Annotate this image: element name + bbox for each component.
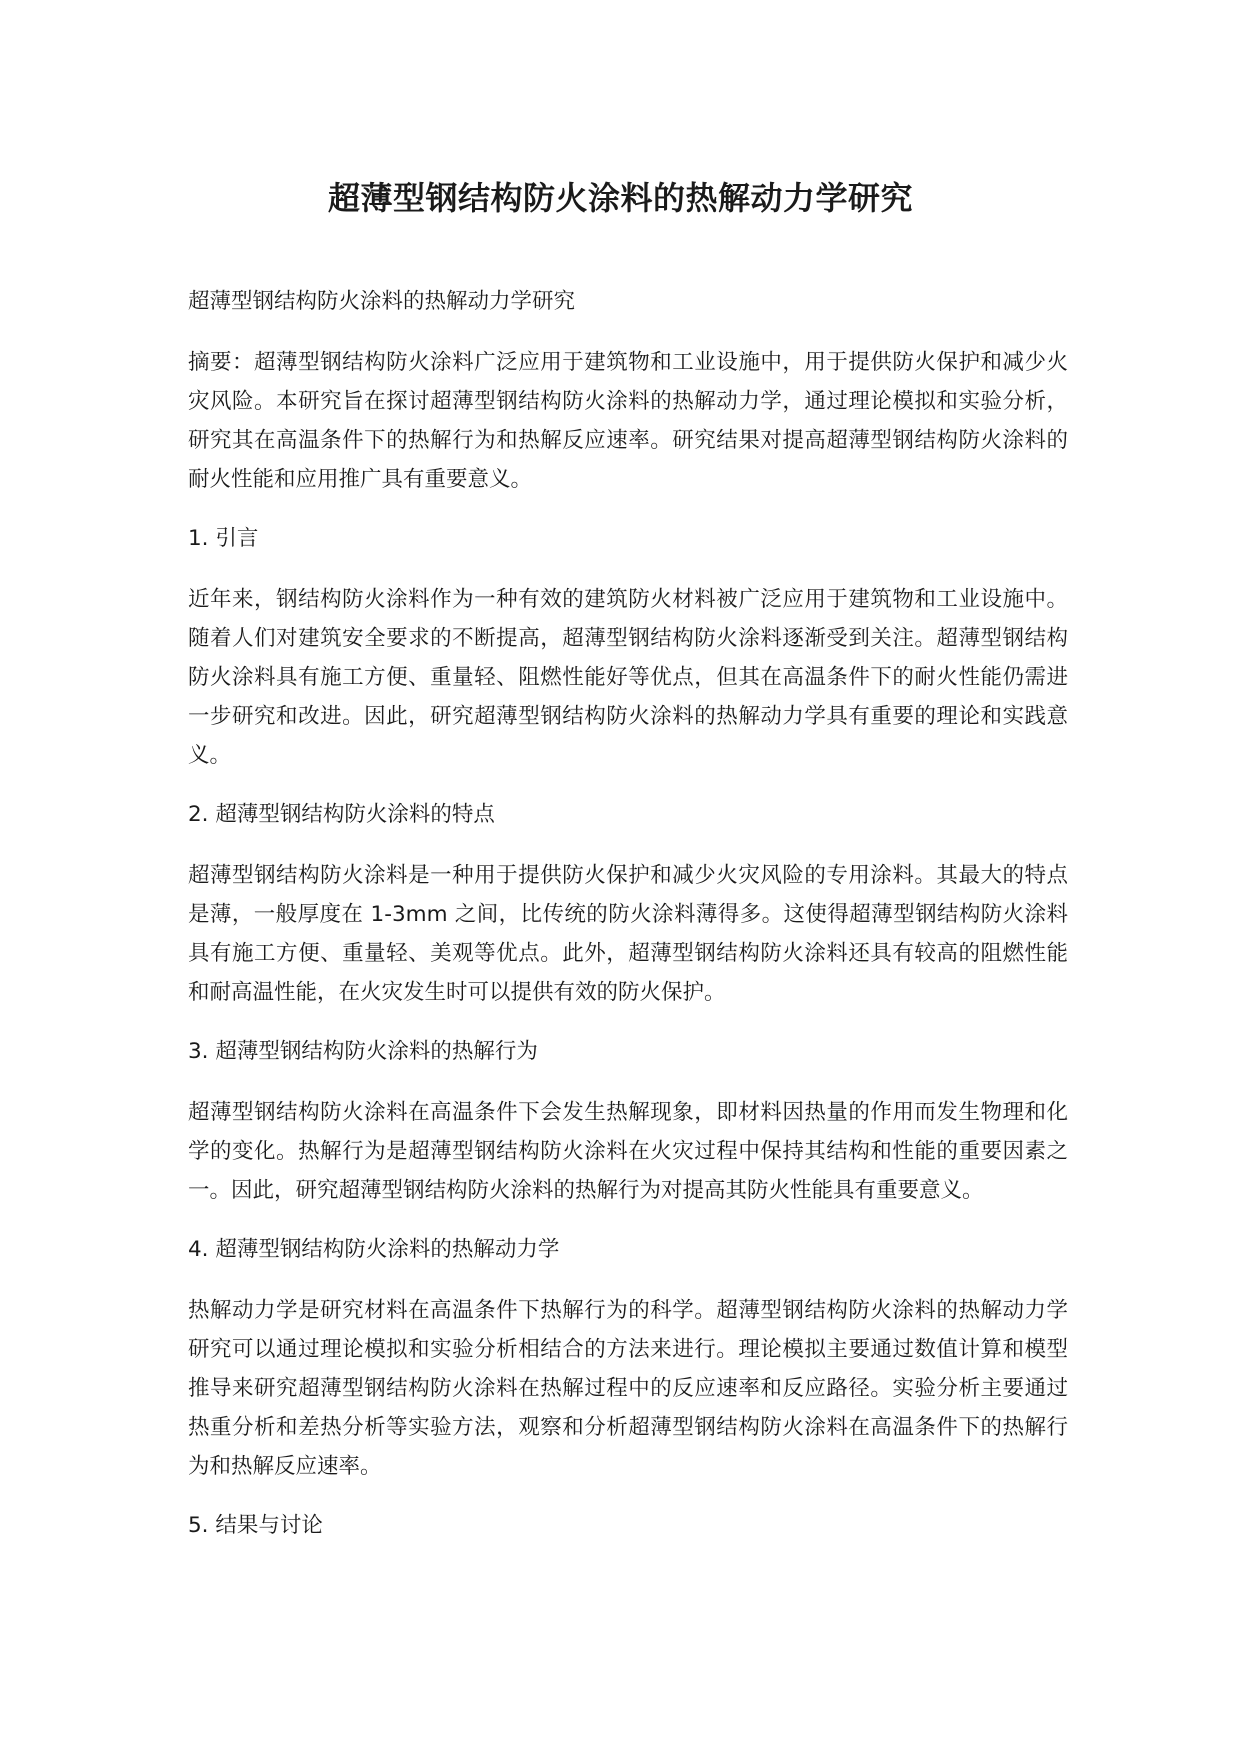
section-body-pyrolysis-kinetics: 热解动力学是研究材料在高温条件下热解行为的科学。超薄型钢结构防火涂料的热解动力学研究可以通过理论模拟和实验分析相结合的方法来进行。理论模拟主要通过数值计算和模型推导来研究超薄型钢结构防火涂料在热解过程中的反应速率和反应路径。实验分析主要通过热重分析和差热分析等实验方法，观察和分析超薄型钢结构防火涂料在高温条件下的热解行为和热解反应速率。 [188, 1298, 1068, 1479]
abstract-paragraph: 摘要：超薄型钢结构防火涂料广泛应用于建筑物和工业设施中，用于提供防火保护和减少火灾风险。本研究旨在探讨超薄型钢结构防火涂料的热解动力学，通过理论模拟和实验分析，研究其在高温条件下的热解行为和热解反应速率。研究结果对提高超薄型钢结构防火涂料的耐火性能和应用推广具有重要意义。 [188, 350, 1068, 492]
subtitle-line: 超薄型钢结构防火涂料的热解动力学研究 [188, 289, 576, 314]
section-heading-results-discussion: 5. 结果与讨论 [188, 1513, 323, 1538]
section-body-introduction: 近年来，钢结构防火涂料作为一种有效的建筑防火材料被广泛应用于建筑物和工业设施中。随着人们对建筑安全要求的不断提高，超薄型钢结构防火涂料逐渐受到关注。超薄型钢结构防火涂料具有施工方便、重量轻、阻燃性能好等优点，但其在高温条件下的耐火性能仍需进一步研究和改进。因此，研究超薄型钢结构防火涂料的热解动力学具有重要的理论和实践意义。 [188, 587, 1068, 768]
section-body-characteristics: 超薄型钢结构防火涂料是一种用于提供防火保护和减少火灾风险的专用涂料。其最大的特点是薄，一般厚度在 1-3mm 之间，比传统的防火涂料薄得多。这使得超薄型钢结构防火涂料具有施工方便、重量轻、美观等优点。此外，超薄型钢结构防火涂料还具有较高的阻燃性能和耐高温性能，在火灾发生时可以提供有效的防火保护。 [188, 863, 1068, 1005]
document-title: 超薄型钢结构防火涂料的热解动力学研究 [327, 179, 913, 217]
section-heading-pyrolysis-behavior: 3. 超薄型钢结构防火涂料的热解行为 [188, 1039, 538, 1064]
section-heading-characteristics: 2. 超薄型钢结构防火涂料的特点 [188, 802, 495, 827]
section-heading-pyrolysis-kinetics: 4. 超薄型钢结构防火涂料的热解动力学 [188, 1237, 560, 1262]
section-body-pyrolysis-behavior: 超薄型钢结构防火涂料在高温条件下会发生热解现象，即材料因热量的作用而发生物理和化学的变化。热解行为是超薄型钢结构防火涂料在火灾过程中保持其结构和性能的重要因素之一。因此，研究超薄型钢结构防火涂料的热解行为对提高其防火性能具有重要意义。 [188, 1100, 1068, 1203]
document-body [188, 282, 1068, 1567]
section-heading-introduction: 1. 引言 [188, 526, 259, 551]
